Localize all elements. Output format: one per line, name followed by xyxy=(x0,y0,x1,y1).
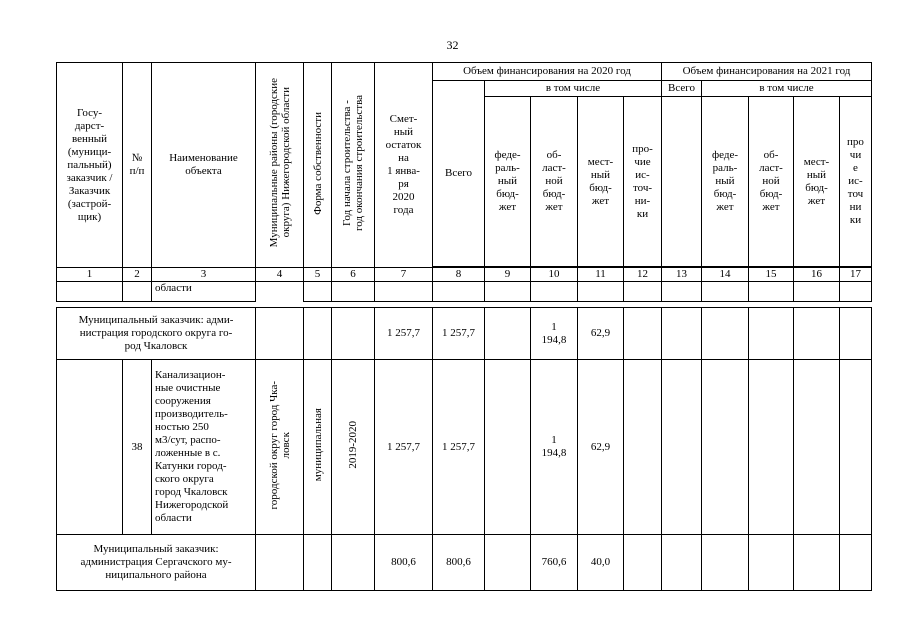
header-regional-2021: об- ласт- ной бюд- жет xyxy=(749,97,794,267)
col-num: 5 xyxy=(304,268,332,282)
page-number: 32 xyxy=(446,38,459,52)
header-municipal-district: Муниципальные районы (городские округа) Нижегородской области xyxy=(267,78,292,248)
col-num: 6 xyxy=(332,268,375,282)
table-row xyxy=(57,535,872,591)
col-num: 1 xyxy=(57,268,123,282)
header-including-2020: в том числе xyxy=(485,81,662,97)
header-other-2021: про чи е ис- точ ни ки xyxy=(840,97,872,267)
estimate-value: 800,6 xyxy=(375,535,433,591)
item-name: Канализацион- ные очистные сооружения производитель- ностью 250 м3/сут, распо- ложенные в с. Катунки город- ского округа город Чкаловск Нижегородской области xyxy=(152,360,256,535)
header-funding-2020: Объем финансирования на 2020 год xyxy=(433,63,662,81)
financing-table xyxy=(56,62,872,591)
local-value: 40,0 xyxy=(578,535,624,591)
column-number-row xyxy=(57,268,872,282)
regional-value: 760,6 xyxy=(531,535,578,591)
header-local-2021: мест- ный бюд- жет xyxy=(794,97,840,267)
item-number: 38 xyxy=(123,360,152,535)
header-total-2021: Всего xyxy=(662,81,702,97)
header-num: № п/п xyxy=(123,63,152,268)
local-value: 62,9 xyxy=(578,360,624,535)
header-years: Год начала строительства - год окончания строительства xyxy=(341,95,365,231)
header-ownership-form: Форма собственности xyxy=(311,111,324,215)
col-num: 17 xyxy=(840,268,872,282)
local-value: 62,9 xyxy=(578,308,624,360)
customer-chkalovsk: Муниципальный заказчик: адми- нистрация городского округа го- род Чкаловск xyxy=(57,308,256,360)
col-num: 12 xyxy=(624,268,662,282)
col-num: 3 xyxy=(152,268,256,282)
col-num: 14 xyxy=(702,268,749,282)
header-federal-2021: феде- раль- ный бюд- жет xyxy=(702,97,749,267)
header-customer: Госу- дарст- венный (муници- пальный) заказчик / Заказчик (застрой- щик) xyxy=(57,63,123,268)
col-num: 7 xyxy=(375,268,433,282)
col-num: 4 xyxy=(256,268,304,282)
total-value: 1 257,7 xyxy=(433,360,485,535)
col-num: 10 xyxy=(531,268,578,282)
header-including-2021: в том числе xyxy=(702,81,872,97)
col-num: 8 xyxy=(433,268,485,282)
col-num: 9 xyxy=(485,268,531,282)
header-total-2020: Всего xyxy=(433,81,485,267)
total-value: 800,6 xyxy=(433,535,485,591)
item-ownership: муниципальная xyxy=(311,408,324,482)
header-object-name: Наименование объекта xyxy=(152,63,256,268)
header-other-2020: про- чие ис- точ- ни- ки xyxy=(624,97,662,267)
header-federal-2020: феде- раль- ный бюд- жет xyxy=(485,97,531,267)
customer-sergach: Муниципальный заказчик: администрация Сергачского му- ниципального района xyxy=(57,535,256,591)
header-funding-2021: Объем финансирования на 2021 год xyxy=(662,63,872,81)
item-years: 2019-2020 xyxy=(347,421,359,469)
estimate-value: 1 257,7 xyxy=(375,308,433,360)
header-total-2021-blank xyxy=(662,97,702,267)
table-row xyxy=(57,282,872,302)
table-row xyxy=(57,308,872,360)
total-value: 1 257,7 xyxy=(433,308,485,360)
item-district: городской округ город Чка- ловск xyxy=(267,380,292,510)
col-num: 2 xyxy=(123,268,152,282)
regional-value: 1 194,8 xyxy=(531,308,578,360)
col-num: 16 xyxy=(794,268,840,282)
estimate-value: 1 257,7 xyxy=(375,360,433,535)
col-num: 11 xyxy=(578,268,624,282)
header-regional-2020: об- ласт- ной бюд- жет xyxy=(531,97,578,267)
table-row xyxy=(57,360,872,535)
regional-value: 1 194,8 xyxy=(531,360,578,535)
header-estimate-balance: Смет- ный остаток на 1 янва- ря 2020 года xyxy=(375,63,433,268)
header-local-2020: мест- ный бюд- жет xyxy=(578,97,624,267)
carry-over-text: области xyxy=(152,282,256,302)
col-num: 13 xyxy=(662,268,702,282)
col-num: 15 xyxy=(749,268,794,282)
